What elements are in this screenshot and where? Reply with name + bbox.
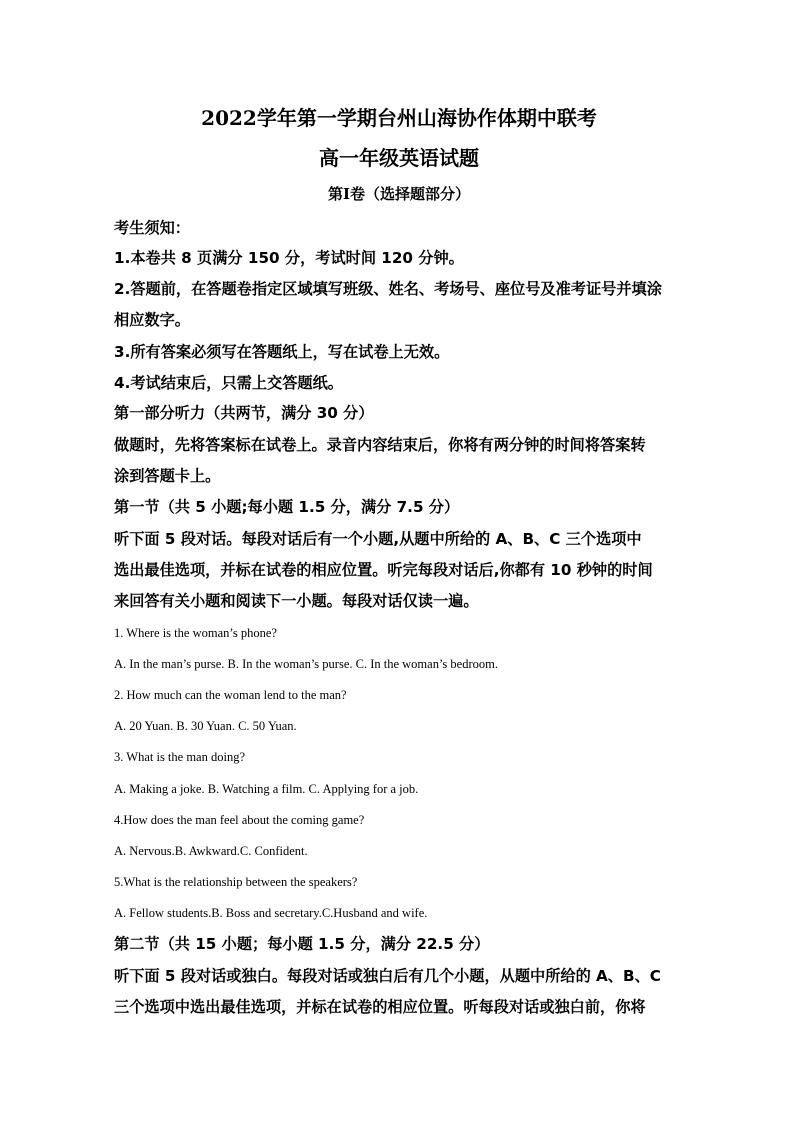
listening-instruction-line-1: 做题时，先将答案标在试卷上。录音内容结束后，你将有两分钟的时间将答案转 [114, 436, 646, 454]
section-1-instruction-line-3: 来回答有关小题和阅读下一小题。每段对话仅读一遍。 [114, 592, 479, 610]
notice-heading: 考生须知： [114, 219, 190, 237]
notice-item-2-line-1: 2.答题前，在答题卷指定区域填写班级、姓名、考场号、座位号及准考证号并填涂 [114, 280, 662, 298]
notice-item-2-line-2: 相应数字。 [114, 311, 190, 329]
question-5: 5.What is the relationship between the speakers? [114, 875, 358, 889]
section-1-instruction-line-2: 选出最佳选项，并标在试卷的相应位置。听完每段对话后,你都有 10 秒钟的时间 [114, 561, 653, 579]
exam-title: 2022学年第一学期台州山海协作体期中联考 [201, 106, 597, 130]
section-2-instruction-line-1: 听下面 5 段对话或独白。每段对话或独白后有几个小题，从题中所给的 A、B、C [114, 967, 661, 985]
question-1: 1. Where is the woman’s phone? [114, 626, 277, 640]
question-4-options: A. Nervous.B. Awkward.C. Confident. [114, 844, 308, 858]
exam-subtitle: 高一年级英语试题 [319, 146, 479, 170]
question-4: 4.How does the man feel about the coming game? [114, 813, 365, 827]
question-5-options: A. Fellow students.B. Boss and secretary.C.Husband and wife. [114, 906, 428, 920]
listening-instruction-line-2: 涂到答题卡上。 [114, 467, 221, 485]
question-2: 2. How much can the woman lend to the man? [114, 688, 347, 702]
question-3-options: A. Making a joke. B. Watching a film. C. Applying for a job. [114, 782, 419, 796]
question-3: 3. What is the man doing? [114, 750, 245, 764]
section-2-instruction-line-2: 三个选项中选出最佳选项，并标在试卷的相应位置。听每段对话或独白前，你将 [114, 998, 646, 1016]
question-1-options: A. In the man’s purse. B. In the woman’s purse. C. In the woman’s bedroom. [114, 657, 498, 671]
notice-item-4: 4.考试结束后，只需上交答题纸。 [114, 374, 343, 392]
listening-heading: 第一部分听力（共两节，满分 30 分） [114, 404, 374, 422]
section-1-heading: 第一节（共 5 小题;每小题 1.5 分，满分 7.5 分） [114, 498, 460, 516]
notice-item-3: 3.所有答案必须写在答题纸上，写在试卷上无效。 [114, 343, 450, 361]
section-1-instruction-line-1: 听下面 5 段对话。每段对话后有一个小题,从题中所给的 A、B、C 三个选项中 [114, 530, 642, 548]
question-2-options: A. 20 Yuan. B. 30 Yuan. C. 50 Yuan. [114, 719, 297, 733]
part-title: 第I卷（选择题部分） [327, 185, 471, 203]
notice-item-1: 1.本卷共 8 页满分 150 分，考试时间 120 分钟。 [114, 249, 464, 267]
section-2-heading: 第二节（共 15 小题；每小题 1.5 分，满分 22.5 分） [114, 935, 490, 953]
